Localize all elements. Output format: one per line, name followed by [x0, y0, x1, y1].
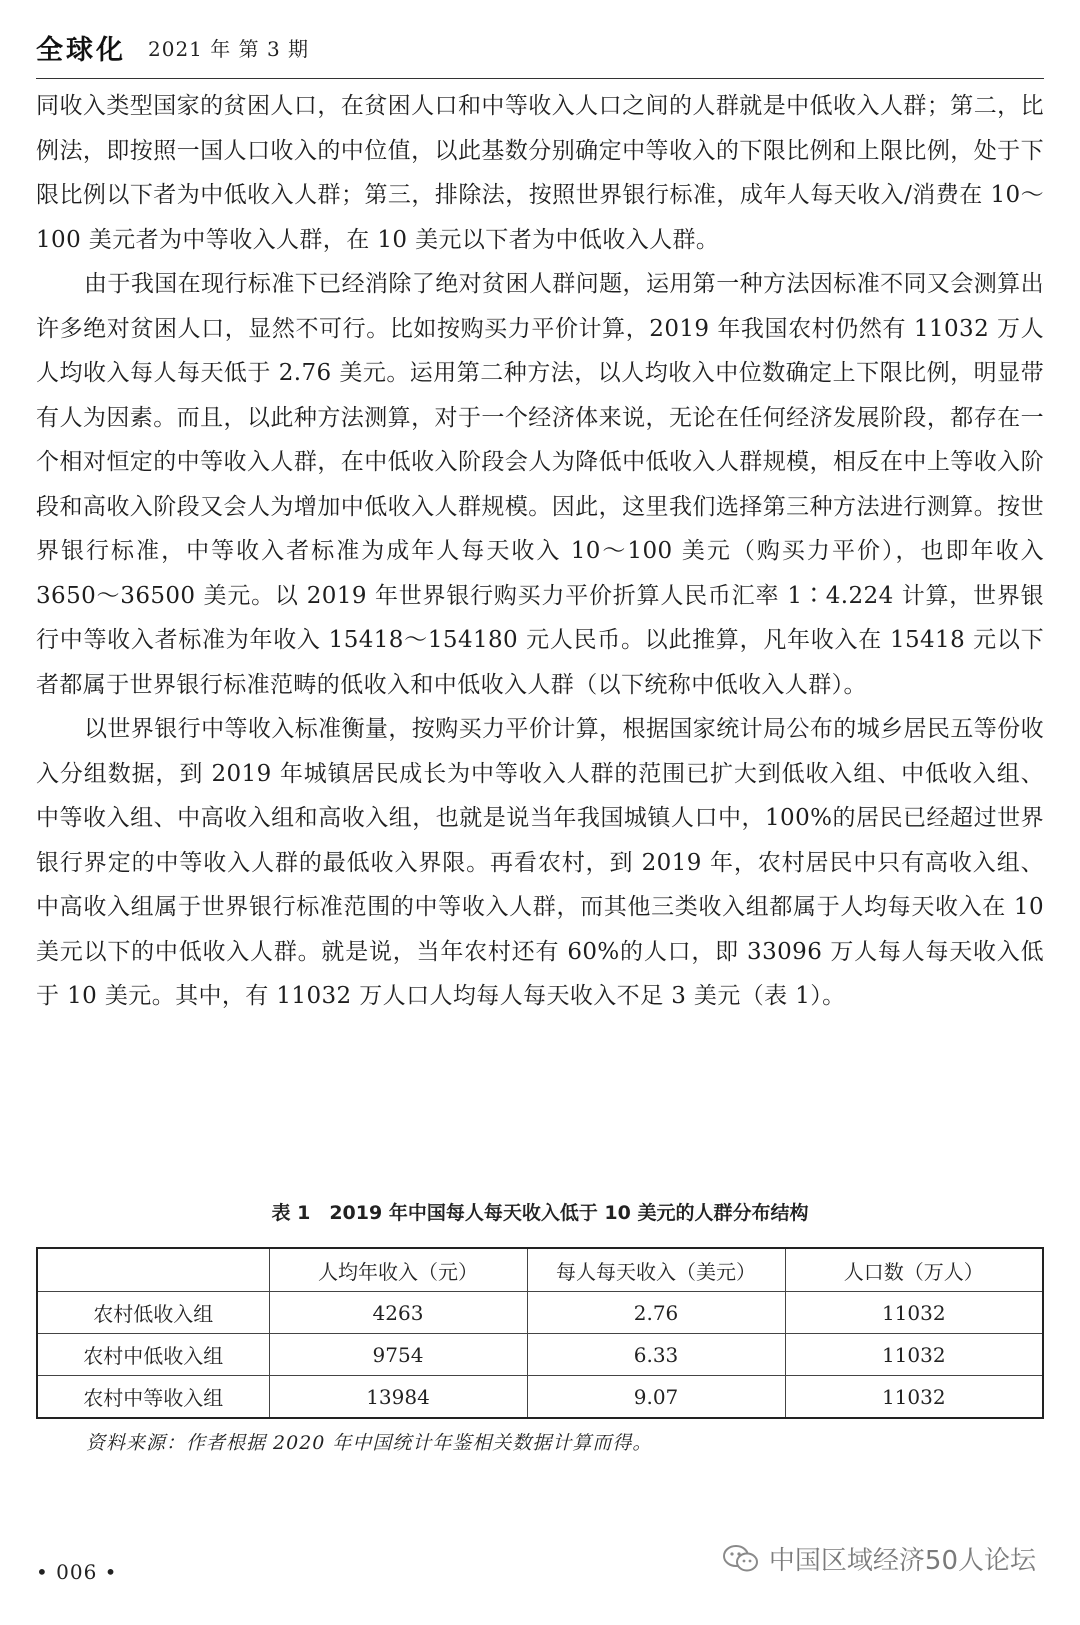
paragraph-1: 同收入类型国家的贫困人口，在贫困人口和中等收入人口之间的人群就是中低收入人群；第二，比例法，即按照一国人口收入的中位值，以此基数分别确定中等收入的下限比例和上限比例，处于下限比例以下者为中低收入人群；第三，排除法，按照世界银行标准，成年人每天收入/消费在 10～100 美元者为中等收入人群，在 10 美元以下者为中低收入人群。 — [36, 93, 1044, 253]
paragraph-3: 以世界银行中等收入标准衡量，按购买力平价计算，根据国家统计局公布的城乡居民五等份收入分组数据，到 2019 年城镇居民成长为中等收入人群的范围已扩大到低收入组、中低收入组、中等收入组、中高收入组和高收入组，也就是说当年我国城镇人口中，100%的居民已经超过世界银行界定的中等收入人群的最低收入界限。再看农村，到 2019 年，农村居民中只有高收入组、中高收入组属于世界银行标准范围的中等收入人群，而其他三类收入组都属于人均每天收入在 10 美元以下的中低收入人群。就是说，当年农村还有 60%的人口，即 33096 万人每人每天收入低于 10 美元。其中，有 11032 万人口人均每人每天收入不足 3 美元（表 1）。 — [36, 716, 1044, 1009]
table-cell: 农村低收入组 — [37, 1292, 269, 1334]
page-header — [36, 20, 1044, 79]
table-cell: 农村中等收入组 — [37, 1376, 269, 1419]
table-header-cell — [37, 1248, 269, 1292]
table-row — [37, 1376, 1043, 1419]
table-row — [37, 1292, 1043, 1334]
wechat-icon — [723, 1544, 759, 1574]
table-cell: 9754 — [269, 1334, 527, 1376]
paragraph-2: 由于我国在现行标准下已经消除了绝对贫困人群问题，运用第一种方法因标准不同又会测算出许多绝对贫困人口，显然不可行。比如按购买力平价计算，2019 年我国农村仍然有 11032 万人人均收入每人每天低于 2.76 美元。运用第二种方法，以人均收入中位数确定上下限比例，明显带有人为因素。而且，以此种方法测算，对于一个经济体来说，无论在任何经济发展阶段，都存在一个相对恒定的中等收入人群，在中低收入阶段会人为降低中低收入人群规模，相反在中上等收入阶段和高收入阶段又会人为增加中低收入人群规模。因此，这里我们选择第三种方法进行测算。按世界银行标准，中等收入者标准为成年人每天收入 10～100 美元（购买力平价），也即年收入 3650～36500 美元。以 2019 年世界银行购买力平价折算人民币汇率 1∶4.224 计算，世界银行中等收入者标准为年收入 15418～154180 元人民币。以此推算，凡年收入在 15418 元以下者都属于世界银行标准范畴的低收入和中低收入人群（以下统称中低收入人群）。 — [36, 271, 1044, 698]
watermark — [723, 1540, 1036, 1577]
table-header-row — [37, 1248, 1043, 1292]
table-cell: 13984 — [269, 1376, 527, 1419]
article-body — [36, 84, 1044, 1019]
table-cell: 2.76 — [527, 1292, 785, 1334]
table-cell: 农村中低收入组 — [37, 1334, 269, 1376]
table-row — [37, 1334, 1043, 1376]
table-source-note: 资料来源：作者根据 2020 年中国统计年鉴相关数据计算而得。 — [86, 1432, 653, 1454]
table-header-cell: 人口数（万人） — [785, 1248, 1043, 1292]
table-cell: 11032 — [785, 1292, 1043, 1334]
table-cell: 11032 — [785, 1334, 1043, 1376]
table-header-cell: 人均年收入（元） — [269, 1248, 527, 1292]
table-cell: 6.33 — [527, 1334, 785, 1376]
issue-label: 2021 年 第 3 期 — [148, 37, 310, 61]
table-caption: 表 1 2019 年中国每人每天收入低于 10 美元的人群分布结构 — [271, 1202, 809, 1224]
journal-logo: 全球化 — [36, 35, 126, 66]
table-cell: 4263 — [269, 1292, 527, 1334]
watermark-text: 中国区域经济50人论坛 — [768, 1546, 1036, 1576]
income-table — [36, 1247, 1044, 1419]
page-number: • 006 • — [36, 1560, 118, 1584]
table-cell: 9.07 — [527, 1376, 785, 1419]
table-header-cell: 每人每天收入（美元） — [527, 1248, 785, 1292]
table-cell: 11032 — [785, 1376, 1043, 1419]
